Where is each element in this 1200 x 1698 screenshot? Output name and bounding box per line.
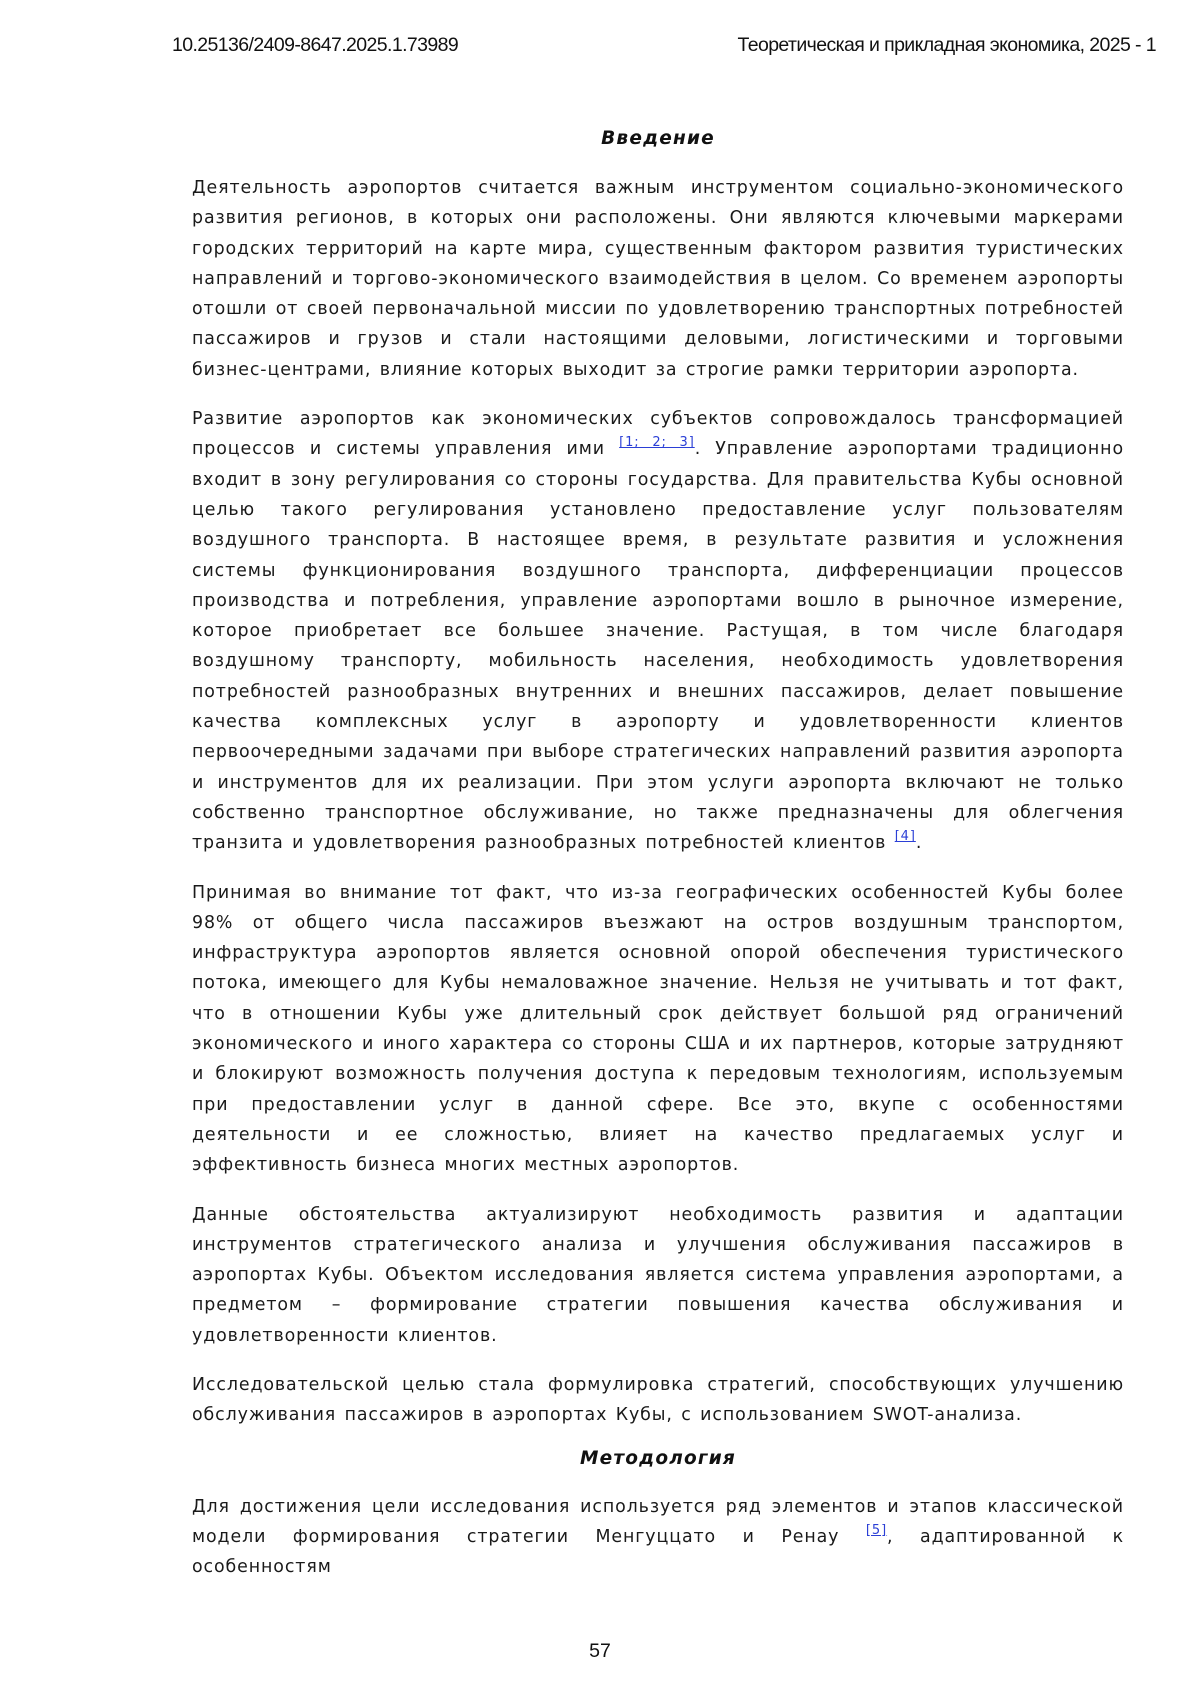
paragraph-1: Деятельность аэропортов считается важным инструментом социально-экономического развития регионов, в которых они расположены. Они являются ключевыми маркерами городских территорий на карте мира, существенным фактором развития туристических направлений и торгово-экономического взаимодействия в целом. Со временем аэропорты отошли от своей первоначальной миссии по удовлетворению транспортных потребностей пассажиров и грузов и стали настоящими деловыми, логистическими и торговыми бизнес-центрами, влияние которых выходит за строгие рамки территории аэропорта. [192,178,1124,380]
page-number: 57 [589,1640,611,1662]
paragraph-6-part-1: Для достижения цели исследования используется ряд элементов и этапов классической модели формирования стратегии Менгуццато и Ренау [192,1496,1124,1547]
paragraph-2 [192,404,1124,858]
paragraph-6-part-2: , адаптированной к особенностям [192,1526,1124,1578]
reference-link-1-2-3[interactable]: [1; 2; 3] [619,435,695,451]
paragraph-5: Исследовательской целью стала формулировка стратегий, способствующих улучшению обслуживания пассажиров в аэропортах Кубы, с использованием SWOT-анализа. [192,1374,1124,1426]
reference-link-4[interactable]: [4] [894,829,916,845]
section-title-methodology: Методология [579,1447,736,1469]
article-body [192,128,1124,1601]
doi-header: 10.25136/2409-8647.2025.1.73989 [172,34,459,56]
paragraph-3: Принимая во внимание тот факт, что из-за географических особенностей Кубы более 98% от общего числа пассажиров въезжают на остров воздушным транспортом, инфраструктура аэропортов является основной опорой обеспечения туристического потока, имеющего для Кубы немаловажное значение. Нельзя не учитывать и тот факт, что в отношении Кубы уже длительный срок действует большой ряд ограничений экономического и иного характера со стороны США и их партнеров, которые затрудняют и блокируют возможность получения доступа к передовым технологиям, используемым при предоставлении услуг в данной сфере. Все это, вкупе с особенностями деятельности и ее сложностью, влияет на качество предлагаемых услуг и эффективность бизнеса многих местных аэропортов. [192,882,1124,1176]
paragraph-2-end: . [915,833,923,854]
reference-link-5[interactable]: [5] [865,1522,888,1538]
paragraph-4: Данные обстоятельства актуализируют необходимость развития и адаптации инструментов стратегического анализа и улучшения обслуживания пассажиров в аэропортах Кубы. Объектом исследования является система управления аэропортами, а предметом – формирование стратегии повышения качества обслуживания и удовлетворенности клиентов. [192,1204,1124,1346]
paragraph-6 [192,1492,1124,1583]
paragraph-2-part-2: . Управление аэропортами традиционно входит в зону регулирования со стороны государства. Для правительства Кубы основной целью такого регулирования установлено предоставление услуг пользователям воздушного транспорта. В настоящее время, в результате развития и усложнения системы функционирования воздушного транспорта, дифференциации процессов производства и потребления, управление аэропортами вошло в рыночное измерение, которое приобретает все большее значение. Растущая, в том числе благодаря воздушному транспорту, мобильность населения, необходимость удовлетворения потребностей разнообразных внутренних и внешних пассажиров, делает повышение качества комплексных услуг в аэропорту и удовлетворенности клиентов первоочередными задачами при выборе стратегических направлений развития аэропорта и инструментов для их реализации. При этом услуги аэропорта включают не только собственно транспортное обслуживание, но также предназначены для облегчения транзита и удовлетворения разнообразных потребностей клиентов [192,439,1124,854]
journal-header: Теоретическая и прикладная экономика, 2025 - 1 [737,34,1156,56]
section-title-introduction: Введение [601,128,715,149]
paragraph-2-part-1: Развитие аэропортов как экономических субъектов сопровождалось трансформацией процессов и системы управления ими [192,409,1124,460]
